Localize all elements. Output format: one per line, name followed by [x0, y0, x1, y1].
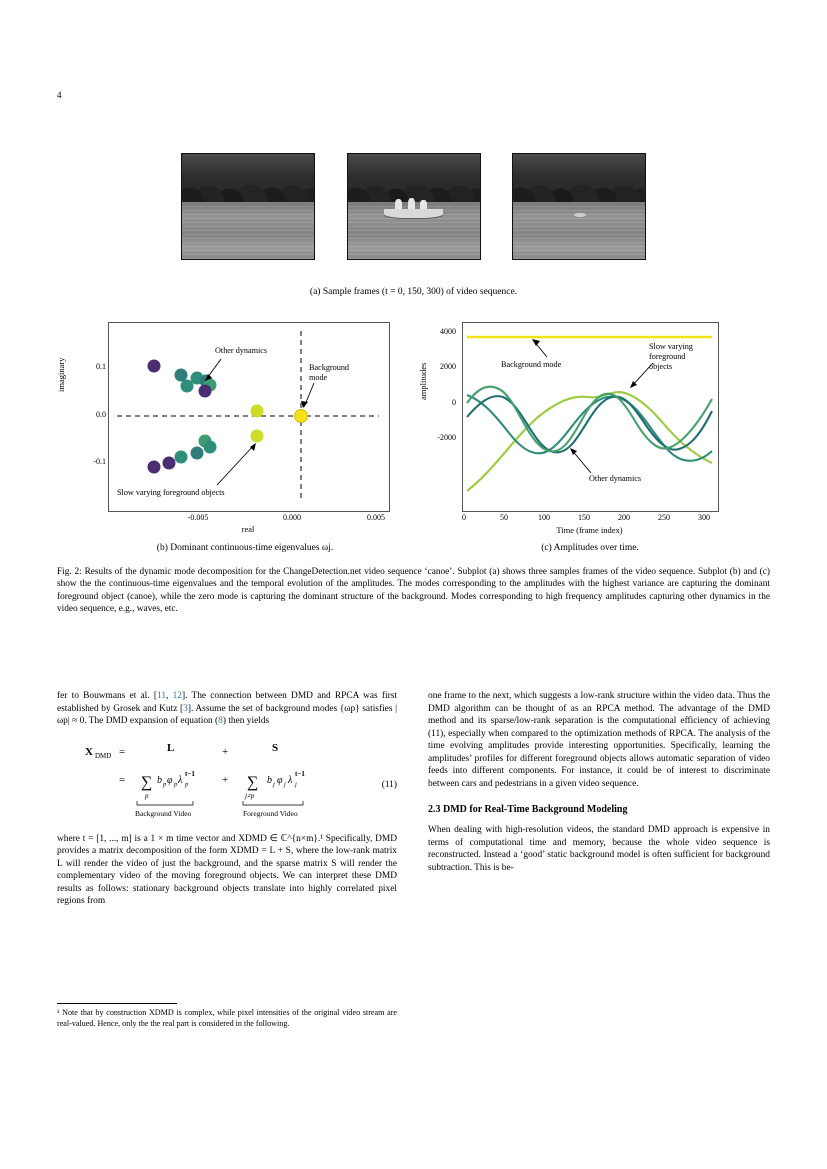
svg-text:DMD: DMD	[95, 751, 112, 760]
ytick-b-2: -0.1	[93, 457, 106, 466]
svg-text:+: +	[222, 773, 229, 786]
paragraph-right-2: When dealing with high-resolution videos, the standard DMD approach is expensive in terms of computational time and memory, because the whole video sequence is reconstructed. Instead a ‘good’ static background model is often sufficient for background subtraction. This is be-	[428, 825, 770, 873]
svg-text:λ: λ	[288, 774, 293, 786]
amplitudes-line-plot	[462, 322, 719, 512]
equation-11	[57, 735, 397, 827]
subcaption-a: (a) Sample frames (t = 0, 150, 300) of video sequence.	[309, 287, 518, 297]
scatter-svg	[109, 323, 387, 509]
ytick-c-0: 4000	[440, 327, 456, 336]
svg-text:foreground: foreground	[649, 352, 686, 361]
para-left-1-pre: fer to Bouwmans et al. [	[57, 691, 157, 701]
frame-canoe	[384, 209, 442, 218]
paragraph-left-2: where t = [1, ..., m] is a 1 × m time vector and XDMD ∈ ℂ^{n×m}.¹ Specifically, DMD provides a matrix decomposition of the form XDMD = L + S, where the low-rank matrix L will render the video of just the background, and the sparse matrix S will render the complementary video of the moving foreground objects. We can interpret these DMD results as follows: stationary background objects translate into highly correlated pixel regions from	[57, 833, 397, 906]
figure-caption: Fig. 2: Results of the dynamic mode decomposition for the ChangeDetection.net video sequence ‘canoe’. Subplot (a) shows three samples frames of the video sequence. Subplot (b) and (c) show the the continuous-time eigenvalues and the temporal evolution of the amplitudes. The modes corresponding to the amplitudes with the highest variance are capturing the dominant foreground object (canoe), while the zero mode is capturing the dominant structure of the background. Modes corresponding to high frequency amplitudes capturing other dynamics in the video sequence, e.g., waves, etc.	[57, 567, 770, 614]
page-number: 4	[57, 90, 62, 100]
body-column-right	[428, 690, 770, 881]
svg-text:λ: λ	[178, 774, 183, 786]
citation-12[interactable]: 12	[172, 691, 182, 701]
section-heading-2-3: 2.3 DMD for Real-Time Background Modeling	[428, 804, 628, 815]
annotation-other-dynamics: Other dynamics	[215, 346, 268, 355]
xtick-c-6: 300	[698, 513, 710, 522]
svg-text:t−1: t−1	[185, 769, 195, 778]
svg-text:∑: ∑	[141, 773, 153, 791]
annotation-other-dynamics-c: Other dynamics	[589, 474, 642, 483]
annotation-slow-foreground-c: Slow varying	[649, 342, 693, 351]
annotation-background-mode-c: Background mode	[501, 360, 562, 369]
axis-label-time: Time (frame index)	[556, 525, 623, 535]
svg-text:j: j	[273, 780, 275, 788]
svg-text:j: j	[284, 780, 286, 788]
amplitudes-svg	[463, 323, 716, 509]
svg-text:∑: ∑	[247, 773, 259, 791]
paragraph-left-1	[57, 690, 397, 728]
xtick-c-1: 50	[500, 513, 508, 522]
svg-text:φ: φ	[277, 774, 283, 786]
eigenvalue-scatter-plot	[108, 322, 390, 512]
svg-text:Foreground Video: Foreground Video	[243, 808, 298, 818]
axis-label-imaginary: imaginary	[56, 357, 66, 392]
ytick-c-3: -2000	[437, 433, 456, 442]
ytick-c-1: 2000	[440, 362, 456, 371]
axis-label-real: real	[241, 524, 255, 534]
svg-text:L: L	[167, 741, 175, 754]
video-frame-t300	[512, 153, 646, 260]
sample-frames-row	[181, 153, 646, 258]
svg-text:b: b	[267, 774, 272, 786]
xtick-c-2: 100	[538, 513, 550, 522]
video-frame-t150	[347, 153, 481, 260]
svg-text:=: =	[119, 745, 126, 758]
svg-text:j≠p: j≠p	[245, 791, 255, 800]
citation-8[interactable]: 8	[218, 716, 223, 726]
frame-treeline	[182, 181, 314, 202]
svg-text:t−1: t−1	[295, 769, 305, 778]
axis-label-amplitudes: amplitudes	[418, 362, 428, 400]
equation-number: (11)	[381, 779, 397, 790]
subcaption-b: (b) Dominant continuous-time eigenvalues ωj.	[156, 543, 334, 553]
footnote-divider	[57, 1003, 177, 1004]
svg-text:=: =	[119, 773, 126, 786]
xtick-b-2: 0.005	[367, 513, 385, 522]
citation-3[interactable]: 3	[183, 703, 188, 714]
svg-text:p: p	[185, 780, 189, 788]
subcaption-c: (c) Amplitudes over time.	[541, 543, 639, 553]
ytick-c-2: 0	[452, 398, 456, 407]
citation-11[interactable]: 11	[156, 691, 167, 701]
body-column-left	[57, 690, 397, 915]
video-frame-t0	[181, 153, 315, 260]
svg-text:S: S	[272, 741, 279, 754]
para-left-1-mid2: ]. The connection between DMD and RPCA was first established by Grosek and Kutz [	[57, 691, 397, 714]
annotation-background-mode: Background	[309, 363, 350, 372]
svg-text:X: X	[85, 745, 93, 758]
svg-text:+: +	[222, 745, 229, 758]
footnote-text: ¹ Note that by construction XDMD is complex, while pixel intensities of the original video stream are real-valued. Hence, only the the real part is considered in the following.	[57, 1008, 397, 1028]
xtick-c-3: 150	[578, 513, 590, 522]
svg-text:j: j	[295, 780, 297, 788]
frame-ripples	[182, 204, 314, 259]
xtick-c-4: 200	[618, 513, 630, 522]
para-left-1-end: ) then yields	[222, 716, 270, 726]
paragraph-right-1: one frame to the next, which suggests a low-rank structure within the video data. Thus the DMD algorithm can be thought of as an RPCA method. The advantage of the DMD method and its sparse/low-rank separation is the computational efficiency of achieving (11), especially when compared to the optimization methods of RPCA. The analysis of the time evolving amplitudes provide interesting opportunities. Specifically, learning the amplitudes’ profiles for different foreground objects allows automatic separation of video feeds into different components. For instance, it could be of interest to discriminate between cars and pedestrians in a given video sequence.	[428, 691, 770, 789]
ytick-b-0: 0.1	[96, 362, 106, 371]
frame-treeline	[513, 181, 645, 202]
svg-text:b: b	[157, 774, 162, 786]
frame-distant-canoe	[574, 213, 586, 217]
para-left-1-mid3: ]. Assume the set of background modes {ωp} satisfies |ωp| ≈ 0. The DMD expansion of equation (	[57, 703, 397, 726]
xtick-b-1: 0.000	[283, 513, 301, 522]
xtick-b-0: -0.005	[187, 513, 209, 522]
ytick-b-1: 0.0	[96, 410, 106, 419]
svg-text:objects: objects	[649, 362, 673, 371]
svg-text:p: p	[174, 780, 178, 788]
svg-text:mode: mode	[309, 373, 328, 382]
svg-text:p: p	[163, 780, 167, 788]
annotation-slow-foreground: Slow varying foreground objects	[117, 488, 225, 497]
xtick-c-0: 0	[462, 513, 466, 522]
svg-text:φ: φ	[167, 774, 173, 786]
svg-text:Background Video: Background Video	[135, 808, 192, 818]
svg-text:p: p	[145, 791, 149, 800]
xtick-c-5: 250	[658, 513, 670, 522]
equation-svg	[57, 735, 397, 827]
para-left-1-mid1: ,	[166, 691, 173, 701]
